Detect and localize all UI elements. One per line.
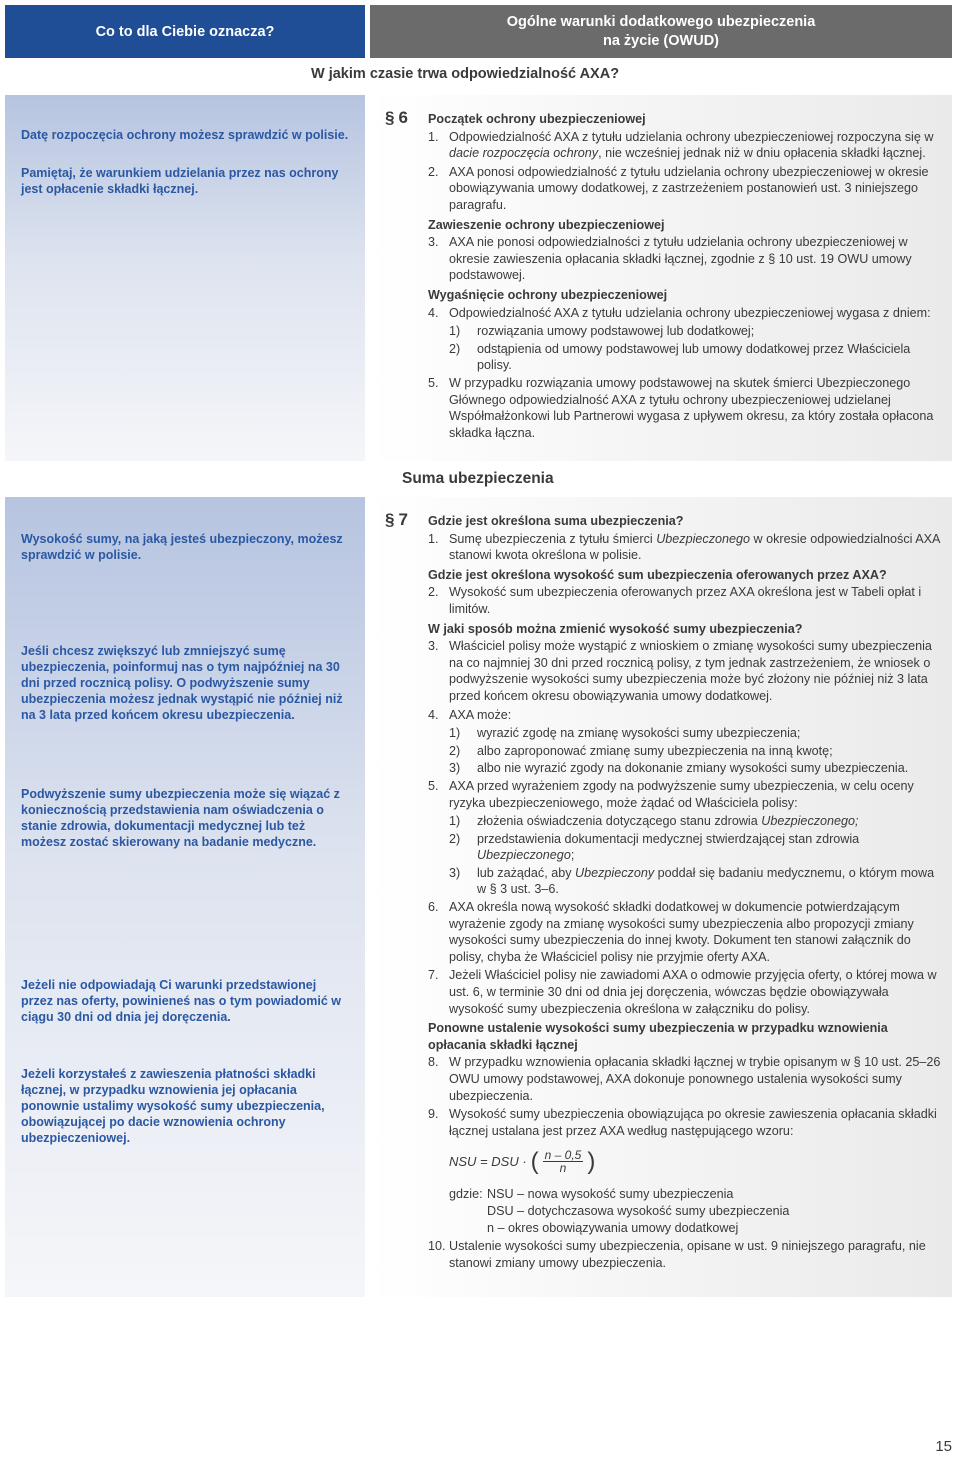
list-item xyxy=(428,638,946,704)
heading-coverage-suspension: Zawieszenie ochrony ubezpieczeniowej xyxy=(428,217,665,232)
legend-item: NSU – nowa wysokość sumy ubezpieczenia xyxy=(487,1187,734,1202)
paragraph-number: 7 xyxy=(398,510,408,529)
heading-where-sum: Gdzie jest określona suma ubezpieczenia? xyxy=(428,514,684,528)
sub-item-text: odstąpienia od umowy podstawowej lub umowy dodatkowej przez Właściciela polisy. xyxy=(477,341,911,373)
heading-change-sum: W jaki sposób można zmienić wysokość sumy ubezpieczenia? xyxy=(428,621,803,636)
item-text: Wysokość sum ubezpieczenia oferowanych przez AXA określona jest w Tabeli opłat i limitów. xyxy=(449,585,922,616)
formula xyxy=(428,1149,946,1174)
section2-title: Suma ubezpieczenia xyxy=(402,470,554,487)
sub-list-item xyxy=(428,831,946,864)
sub-item-number: 1) xyxy=(449,324,461,339)
heading-offered-sums: Gdzie jest określona wysokość sum ubezpieczenia oferowanych przez AXA? xyxy=(428,567,887,582)
sub-item-number: 2) xyxy=(449,743,461,758)
sub-item-emphasis: Ubezpieczonego; xyxy=(761,814,859,829)
list-item xyxy=(428,899,946,965)
heading-coverage-start: Początek ochrony ubezpieczeniowej xyxy=(428,112,646,126)
formula-paren-close: ) xyxy=(587,1147,596,1175)
item-text: AXA może: xyxy=(449,707,512,722)
sub-item-emphasis: Ubezpieczonego xyxy=(477,848,571,863)
item-number: 7. xyxy=(428,968,439,983)
sub-item-text: albo nie wyrazić zgody na dokonanie zmiany wysokości sumy ubezpieczenia. xyxy=(477,761,909,776)
list-item xyxy=(428,1106,946,1139)
formula-fraction xyxy=(543,1149,584,1174)
paragraph-7-marker xyxy=(385,510,408,530)
section2-side-panel xyxy=(5,497,365,1297)
header-right xyxy=(370,5,952,58)
heading-resume-payment: Ponowne ustalenie wysokości sumy ubezpieczenia w przypadku wznowienia opłacania składki łącznej xyxy=(428,1021,888,1052)
list-item xyxy=(428,584,946,617)
section1-side-panel xyxy=(5,95,365,461)
list-item xyxy=(428,707,946,724)
sub-item-text: złożenia oświadczenia dotyczącego stanu zdrowia xyxy=(477,814,762,829)
item-number: 8. xyxy=(428,1055,439,1070)
section2-note-3: Podwyższenie sumy ubezpieczenia może się wiązać z koniecznością przedstawienia nam oświadczenia o stanie zdrowia, dokumentacji medycznej lub też możesz zostać skierowany na badanie medyczne. xyxy=(21,787,340,849)
sub-item-number: 2) xyxy=(449,341,461,356)
item-number: 10. xyxy=(428,1239,446,1254)
sub-item-text: lub zażądać, aby xyxy=(477,865,576,880)
item-text: AXA ponosi odpowiedzialność z tytułu udzielania ochrony ubezpieczeniowej w okresie obowiązywania umowy dodatkowej, z zastrzeżeniem postanowień ust. 3 niniejszego paragrafu. xyxy=(449,164,929,212)
sub-item-number: 1) xyxy=(449,726,461,741)
paragraph-number: 6 xyxy=(398,108,408,127)
sub-item-text: albo zaproponować zmianę sumy ubezpieczenia na inną kwotę; xyxy=(477,743,833,758)
item-number: 3. xyxy=(428,235,439,250)
item-text: Wysokość sumy ubezpieczenia obowiązująca po okresie zawieszenia opłacania składki łącznej ustalana jest przez AXA według następującego wzoru: xyxy=(449,1107,937,1138)
section2-content xyxy=(428,510,946,1273)
sub-item-text: ; xyxy=(570,848,575,863)
item-number: 2. xyxy=(428,164,439,179)
item-emphasis: Ubezpieczonego xyxy=(656,531,751,546)
sub-item-text: rozwiązania umowy podstawowej lub dodatkowej; xyxy=(477,324,755,339)
item-number: 4. xyxy=(428,305,439,320)
item-text: Odpowiedzialność AXA z tytułu udzielania ochrony ubezpieczeniowej wygasa z dniem: xyxy=(449,305,931,320)
item-number: 3. xyxy=(428,639,439,654)
list-item xyxy=(428,1054,946,1104)
sub-list-item xyxy=(428,743,946,760)
formula-legend xyxy=(428,1186,946,1236)
sub-list-item xyxy=(428,865,946,898)
item-text: W przypadku rozwiązania umowy podstawowej na skutek śmierci Ubezpieczonego Głównego odpowiedzialność AXA z tytułu ochrony ubezpieczeniowej udzielanej Współmałżonkowi lub Partnerowi wygasa z upływem okresu, za który została opłacona składka łączna. xyxy=(449,375,934,440)
item-text: Właściciel polisy może wystąpić z wnioskiem o zmianę wysokości sumy ubezpieczenia na co najmniej 30 dni przed rocznicą polisy, z tym jednak zastrzeżeniem, że wniosek o podwyższenie wysokości sumy ubezpieczenia może być złożony nie później niż 3 lata przed końcem okresu obowiązywania umowy dodatkowej. xyxy=(449,639,932,703)
item-text: Odpowiedzialność AXA z tytułu udzielania ochrony ubezpieczeniowej rozpoczyna się w xyxy=(449,129,934,144)
section2-note-1: Wysokość sumy, na jaką jesteś ubezpieczony, możesz sprawdzić w polisie. xyxy=(21,532,343,562)
item-number: 5. xyxy=(428,778,439,793)
sub-list-item xyxy=(428,813,946,830)
item-text: AXA przed wyrażeniem zgody na podwyższenie sumy ubezpieczenia, w celu oceny ryzyka ubezpieczeniowego, może żądać od Właściciela polisy: xyxy=(449,778,914,810)
item-number: 4. xyxy=(428,707,439,722)
section1-note-2: Pamiętaj, że warunkiem udzielania przez nas ochrony jest opłacenie składki łącznej. xyxy=(21,166,339,196)
list-item xyxy=(428,234,946,284)
sub-item-number: 3) xyxy=(449,865,461,880)
list-item xyxy=(428,531,946,564)
item-number: 9. xyxy=(428,1107,439,1122)
item-text: Ustalenie wysokości sumy ubezpieczenia, opisane w ust. 9 niniejszego paragrafu, nie stanowi zmiany umowy ubezpieczenia. xyxy=(449,1239,926,1270)
item-text: , nie wcześniej jednak niż w dniu opłacenia składki łącznej. xyxy=(598,146,926,161)
list-item xyxy=(428,164,946,214)
heading-coverage-expiry: Wygaśnięcie ochrony ubezpieczeniowej xyxy=(428,287,668,302)
item-number: 1. xyxy=(428,531,439,546)
item-number: 5. xyxy=(428,375,439,390)
formula-lhs: NSU = DSU · xyxy=(449,1153,527,1169)
sub-item-number: 1) xyxy=(449,814,461,829)
section1-note-1: Datę rozpoczęcia ochrony możesz sprawdzić w polisie. xyxy=(21,128,349,142)
formula-denominator: n xyxy=(559,1161,567,1176)
sub-list-item xyxy=(428,725,946,742)
paragraph-6-marker xyxy=(385,108,408,128)
sub-list-item xyxy=(428,341,946,374)
sub-item-text: przedstawienia dokumentacji medycznej stwierdzającej stan zdrowia xyxy=(477,831,860,846)
section2-note-4: Jeżeli nie odpowiadają Ci warunki przedstawionej przez nas oferty, powinieneś nas o tym powiadomić w ciągu 30 dni od dnia jej doręczenia. xyxy=(21,978,341,1024)
item-text: AXA określa nową wysokość składki dodatkowej w dokumencie potwierdzającym wyrażenie zgody na zmianę wysokości sumy ubezpieczenia albo propozycji zmiany wysokości sumy ubezpieczenia do innej kwoty. Dokument ten stanowi załącznik do polisy, chyba że Właściciel polisy nie przyjmie oferty AXA. xyxy=(449,900,914,964)
sub-item-number: 3) xyxy=(449,761,461,776)
list-item xyxy=(428,129,946,162)
section1-content xyxy=(428,108,946,443)
list-item xyxy=(428,1238,946,1271)
sub-item-text: poddał się badaniu medycznemu, o którym mowa w § 3 ust. 3–6. xyxy=(477,865,935,897)
list-item xyxy=(428,967,946,1017)
paragraph-symbol: § xyxy=(385,510,395,529)
legend-item: n – okres obowiązywania umowy dodatkowej xyxy=(487,1220,739,1235)
page-number: 15 xyxy=(935,1438,952,1455)
header-right-line1: Ogólne warunki dodatkowego ubezpieczenia xyxy=(506,13,816,30)
list-item xyxy=(428,375,946,441)
section2-note-5: Jeżeli korzystałeś z zawieszenia płatności składki łącznej, w przypadku wznowienia jej opłacania ponownie ustalimy wysokość sumy ubezpieczenia, obowiązującej po dacie wznowienia ochrony ubezpieczeniowej. xyxy=(21,1067,325,1145)
section2-note-2: Jeśli chcesz zwiększyć lub zmniejszyć sumę ubezpieczenia, poinformuj nas o tym najpóźniej na 30 dni przed rocznicą polisy. O podwyższenie sumy ubezpieczenia możesz jednak wystąpić nie później niż na 3 lata przed końcem okresu ubezpieczenia. xyxy=(21,644,343,722)
header-right-line2: na życie (OWUD) xyxy=(602,32,719,49)
sub-item-text: wyrazić zgodę na zmianę wysokości sumy ubezpieczenia; xyxy=(477,726,801,741)
paragraph-symbol: § xyxy=(385,108,395,127)
item-text: AXA nie ponosi odpowiedzialności z tytułu udzielania ochrony ubezpieczeniowej w okresie zawieszenia opłacania składki łącznej, zgodnie z § 10 ust. 19 OWU umowy podstawowej. xyxy=(449,235,912,283)
item-text: w okresie odpowiedzialności AXA stanowi kwota określona w polisie. xyxy=(449,531,940,563)
item-number: 2. xyxy=(428,585,439,600)
section1-title: W jakim czasie trwa odpowiedzialność AXA? xyxy=(311,66,620,82)
item-text: Sumę ubezpieczenia z tytułu śmierci xyxy=(449,531,657,546)
item-emphasis: dacie rozpoczęcia ochrony xyxy=(449,146,599,161)
item-number: 6. xyxy=(428,900,439,915)
item-number: 1. xyxy=(428,129,439,144)
sub-list-item xyxy=(428,323,946,340)
list-item xyxy=(428,778,946,811)
header-left-title: Co to dla Ciebie oznacza? xyxy=(95,23,275,40)
sub-list-item xyxy=(428,760,946,777)
sub-item-number: 2) xyxy=(449,831,461,846)
header-left xyxy=(5,5,365,58)
list-item xyxy=(428,305,946,322)
legend-label: gdzie: xyxy=(449,1187,483,1202)
formula-numerator: n – 0,5 xyxy=(544,1148,582,1163)
sub-item-emphasis: Ubezpieczony xyxy=(575,865,655,880)
formula-paren-open: ( xyxy=(530,1147,539,1175)
item-text: Jeżeli Właściciel polisy nie zawiadomi AXA o odmowie przyjęcia oferty, o której mowa w ust. 6, w terminie 30 dni od dnia jej doręczenia, wówczas będzie obowiązywała wysokość sumy ubezpieczenia określona w załączniku do polisy. xyxy=(449,968,937,1016)
legend-item: DSU – dotychczasowa wysokość sumy ubezpieczenia xyxy=(487,1203,790,1218)
item-text: W przypadku wznowienia opłacania składki łącznej w trybie opisanym w § 10 ust. 25–26 OWU umowy podstawowej, AXA dokonuje ponownego ustalenia wysokości sumy ubezpieczenia. xyxy=(449,1055,941,1103)
